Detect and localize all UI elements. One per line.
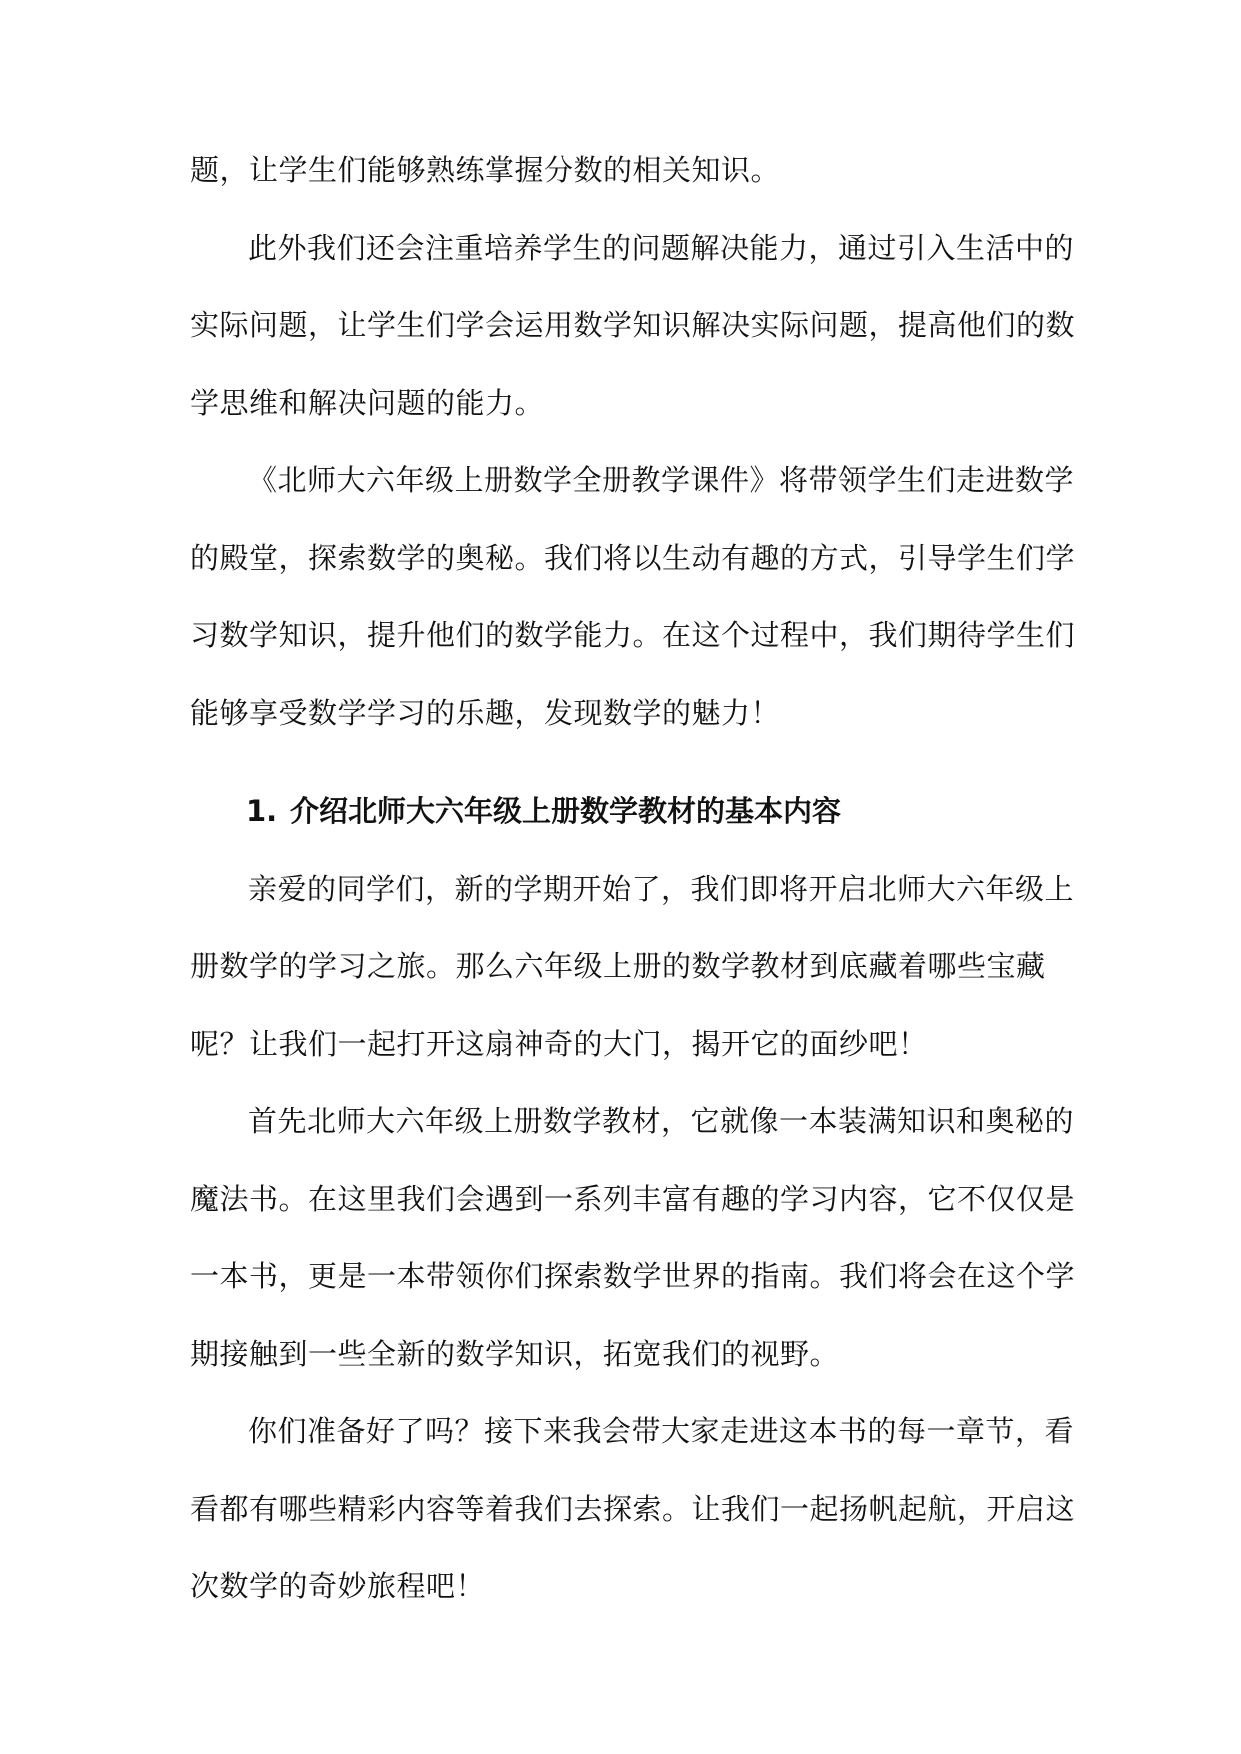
paragraph-line: 的殿堂，探索数学的奥秘。我们将以生动有趣的方式，引导学生们学 <box>190 541 1076 575</box>
section-heading <box>246 789 1070 833</box>
paragraph-line: 首先北师大六年级上册数学教材，它就像一本装满知识和奥秘的 <box>248 1104 1075 1138</box>
paragraph-line: 次数学的奇妙旅程吧！ <box>190 1569 486 1603</box>
paragraph-line: 你们准备好了吗？接下来我会带大家走进这本书的每一章节，看 <box>248 1414 1075 1448</box>
paragraph-line: 习数学知识，提升他们的数学能力。在这个过程中，我们期待学生们 <box>190 618 1076 652</box>
paragraph-line: 册数学的学习之旅。那么六年级上册的数学教材到底藏着哪些宝藏 <box>190 949 1046 983</box>
paragraph-line: 题，让学生们能够熟练掌握分数的相关知识。 <box>190 153 781 187</box>
paragraph-line: 看都有哪些精彩内容等着我们去探索。让我们一起扬帆起航，开启这 <box>190 1492 1076 1526</box>
paragraph-line: 魔法书。在这里我们会遇到一系列丰富有趣的学习内容，它不仅仅是 <box>190 1182 1076 1216</box>
paragraph-line: 一本书，更是一本带领你们探索数学世界的指南。我们将会在这个学 <box>190 1259 1076 1293</box>
paragraph-line: 能够享受数学学习的乐趣，发现数学的魅力！ <box>190 696 781 730</box>
paragraph-line: 《北师大六年级上册数学全册教学课件》将带领学生们走进数学 <box>248 463 1075 497</box>
paragraph-line: 呢？让我们一起打开这扇神奇的大门，揭开它的面纱吧！ <box>190 1027 928 1061</box>
paragraph-line: 期接触到一些全新的数学知识，拓宽我们的视野。 <box>190 1337 840 1371</box>
paragraph-line: 此外我们还会注重培养学生的问题解决能力，通过引入生活中的 <box>248 231 1075 265</box>
section-title: 介绍北师大六年级上册数学教材的基本内容 <box>290 794 842 828</box>
paragraph-line: 学思维和解决问题的能力。 <box>190 386 545 420</box>
paragraph-line: 实际问题，让学生们学会运用数学知识解决实际问题，提高他们的数 <box>190 308 1076 342</box>
section-number: 1. <box>246 794 278 828</box>
paragraph-line: 亲爱的同学们，新的学期开始了，我们即将开启北师大六年级上 <box>248 872 1075 906</box>
